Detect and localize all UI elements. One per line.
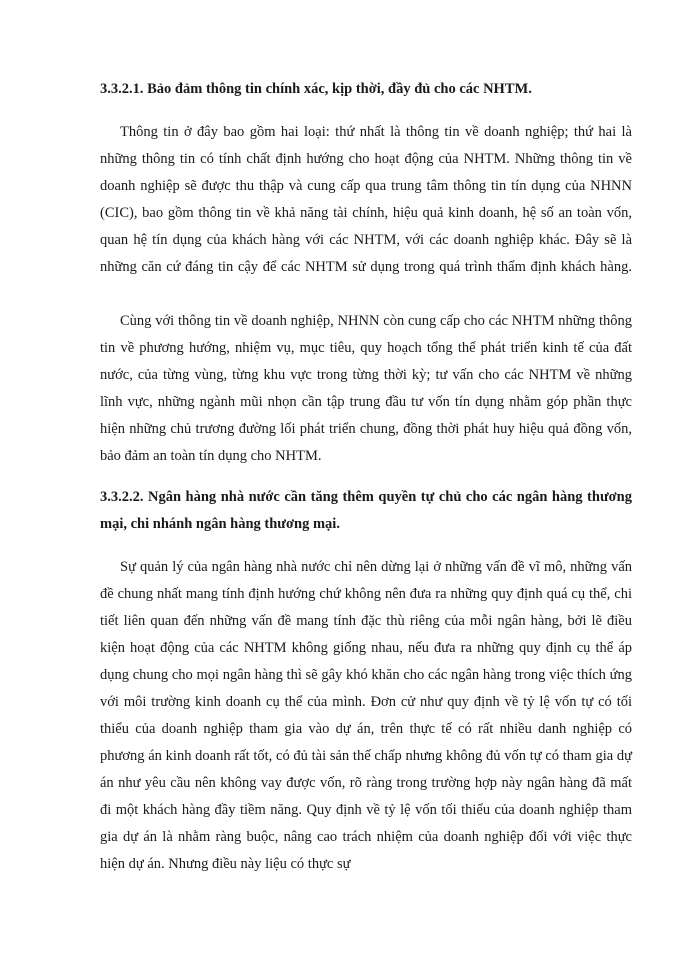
section-heading-3-3-2-2: 3.3.2.2. Ngân hàng nhà nước cần tăng thêm quyền tự chủ cho các ngân hàng thương mại, chi nhánh ngân hàng thương mại. — [100, 489, 632, 532]
paragraph-orientation-information: Cùng với thông tin về doanh nghiệp, NHNN còn cung cấp cho các NHTM những thông tin về phương hướng, nhiệm vụ, mục tiêu, quy hoạch tổng thể phát triển kinh tế của đất nước, của từng vùng, từng khu vực trong từng thời kỳ; tư vấn cho các NHTM về những lĩnh vực, những ngành mũi nhọn cần tập trung đầu tư vốn tín dụng nhằm góp phần thực hiện những chủ trương đường lối phát triển chung, đồng thời phát huy hiệu quả đồng vốn, bảo đảm an toàn tín dụng cho NHTM. — [100, 313, 632, 464]
paragraph-management-autonomy: Sự quản lý của ngân hàng nhà nước chỉ nên dừng lại ở những vấn đề vĩ mô, những vấn đề chung nhất mang tính định hướng chứ không nên đưa ra những quy định quá cụ thể, chi tiết liên quan đến những vấn đề mang tính đặc thù riêng của mỗi ngân hàng, bởi lẽ điều kiện hoạt động của các NHTM không giống nhau, nếu đưa ra những quy định cụ thể áp dụng chung cho mọi ngân hàng thì sẽ gây khó khăn cho các ngân hàng trong việc thích ứng với môi trường kinh doanh cụ thể của mình. Đơn cử như quy định về tỷ lệ vốn tự có tối thiểu của doanh nghiệp tham gia vào dự án, trên thực tế có rất nhiều danh nghiệp có phương án kinh doanh rất tốt, có đủ tài sản thế chấp nhưng không đủ vốn tự có tham gia dự án như yêu cầu nên không vay được vốn, rõ ràng trong trường hợp này ngân hàng đã mất đi một khách hàng đầy tiềm năng. Quy định về tỷ lệ vốn tối thiểu của doanh nghiệp tham gia dự án là nhằm ràng buộc, nâng cao trách nhiệm của doanh nghiệp đối với việc thực hiện dự án. Nhưng điều này liệu có thực sự — [100, 559, 632, 872]
section-heading-3-3-2-1: 3.3.2.1. Bảo đảm thông tin chính xác, kịp thời, đầy đủ cho các NHTM. — [100, 81, 532, 97]
paragraph-business-information: Thông tin ở đây bao gồm hai loại: thứ nhất là thông tin về doanh nghiệp; thứ hai là những thông tin có tính chất định hướng cho hoạt động của NHTM. Những thông tin về doanh nghiệp sẽ được thu thập và cung cấp qua trung tâm thông tin tín dụng của NHNN (CIC), bao gồm thông tin về khả năng tài chính, hiệu quả kinh doanh, hệ số an toàn vốn, quan hệ tín dụng của khách hàng với các NHTM, với các doanh nghiệp khác. Đây sẽ là những căn cứ đáng tin cậy để các NHTM sử dụng trong quá trình thẩm định khách hàng. — [100, 124, 632, 275]
